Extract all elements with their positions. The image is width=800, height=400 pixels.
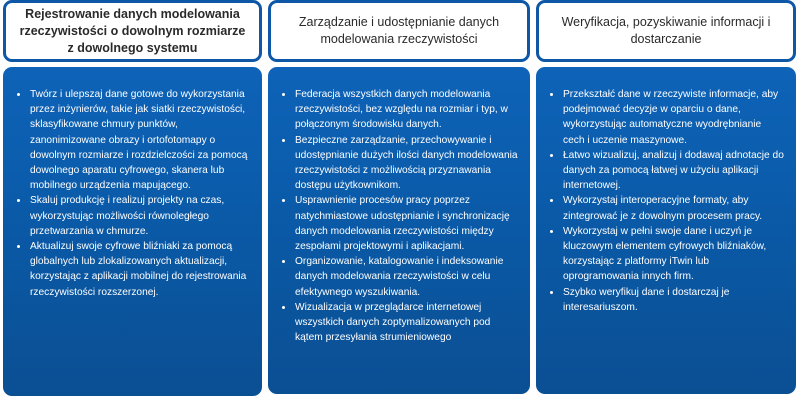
column-capture — [3, 0, 262, 298]
column-capture-panel — [3, 67, 262, 396]
column-manage-share-panel — [268, 67, 530, 394]
list-item: Skaluj produkcję i realizuj projekty na czas, wykorzystując możliwości równoległego przetwarzania w chmurze. — [17, 193, 250, 239]
list-item: Wykorzystaj interoperacyjne formaty, aby zintegrować je z dowolnym procesem pracy. — [550, 193, 784, 223]
list-item: Wizualizacja w przeglądarce internetowej wszystkich danych zoptymalizowanych pod kątem przesyłania strumieniowego — [282, 300, 518, 346]
column-capture-title: Rejestrowanie danych modelowania rzeczywistości o dowolnym rozmiarze z dowolnego systemu — [3, 0, 262, 62]
list-item: Wykorzystaj w pełni swoje dane i uczyń je kluczowym elementem cyfrowych bliźniaków, korzystając z platformy iTwin lub oprogramowania innych firm. — [550, 224, 784, 285]
list-item: Twórz i ulepszaj dane gotowe do wykorzystania przez inżynierów, takie jak siatki rzeczywistości, sklasyfikowane chmury punktów, zanonimizowane obrazy i ortofotomapy o dowolnym rozmiarze i rozdzielczości za pomocą dowolnego aparatu cyfrowego, skanera lub mobilnego urządzenia mapującego. — [17, 87, 250, 193]
list-item: Aktualizuj swoje cyfrowe bliźniaki za pomocą globalnych lub zlokalizowanych aktualizacji, korzystając z aplikacji mobilnej do rejestrowania rzeczywistości rozszerzonej. — [17, 239, 250, 300]
column-verify-deliver — [536, 0, 796, 313]
column-capture-list — [17, 87, 250, 300]
column-manage-share-title: Zarządzanie i udostępnianie danych modelowania rzeczywistości — [268, 0, 530, 62]
list-item: Organizowanie, katalogowanie i indeksowanie danych modelowania rzeczywistości w celu efektywnego wyszukiwania. — [282, 254, 518, 300]
column-verify-deliver-panel — [536, 67, 796, 394]
column-verify-deliver-title: Weryfikacja, pozyskiwanie informacji i dostarczanie — [536, 0, 796, 62]
column-manage-share-list — [282, 87, 518, 345]
column-manage-share — [268, 0, 530, 344]
list-item: Usprawnienie procesów pracy poprzez natychmiastowe udostępnianie i synchronizację danych modelowania rzeczywistości między zespołami projektowymi i aplikacjami. — [282, 193, 518, 254]
list-item: Federacja wszystkich danych modelowania rzeczywistości, bez względu na rozmiar i typ, w połączonym środowisku danych. — [282, 87, 518, 133]
list-item: Szybko weryfikuj dane i dostarczaj je interesariuszom. — [550, 285, 784, 315]
column-verify-deliver-list — [550, 87, 784, 315]
list-item: Przekształć dane w rzeczywiste informacje, aby podejmować decyzje w oparciu o dane, wykorzystując automatyczne wyodrębnianie cech i uczenie maszynowe. — [550, 87, 784, 148]
list-item: Łatwo wizualizuj, analizuj i dodawaj adnotacje do danych za pomocą łatwej w użyciu aplikacji internetowej. — [550, 148, 784, 194]
list-item: Bezpieczne zarządzanie, przechowywanie i udostępnianie dużych ilości danych modelowania rzeczywistości z możliwością przyznawania dostępu użytkownikom. — [282, 133, 518, 194]
